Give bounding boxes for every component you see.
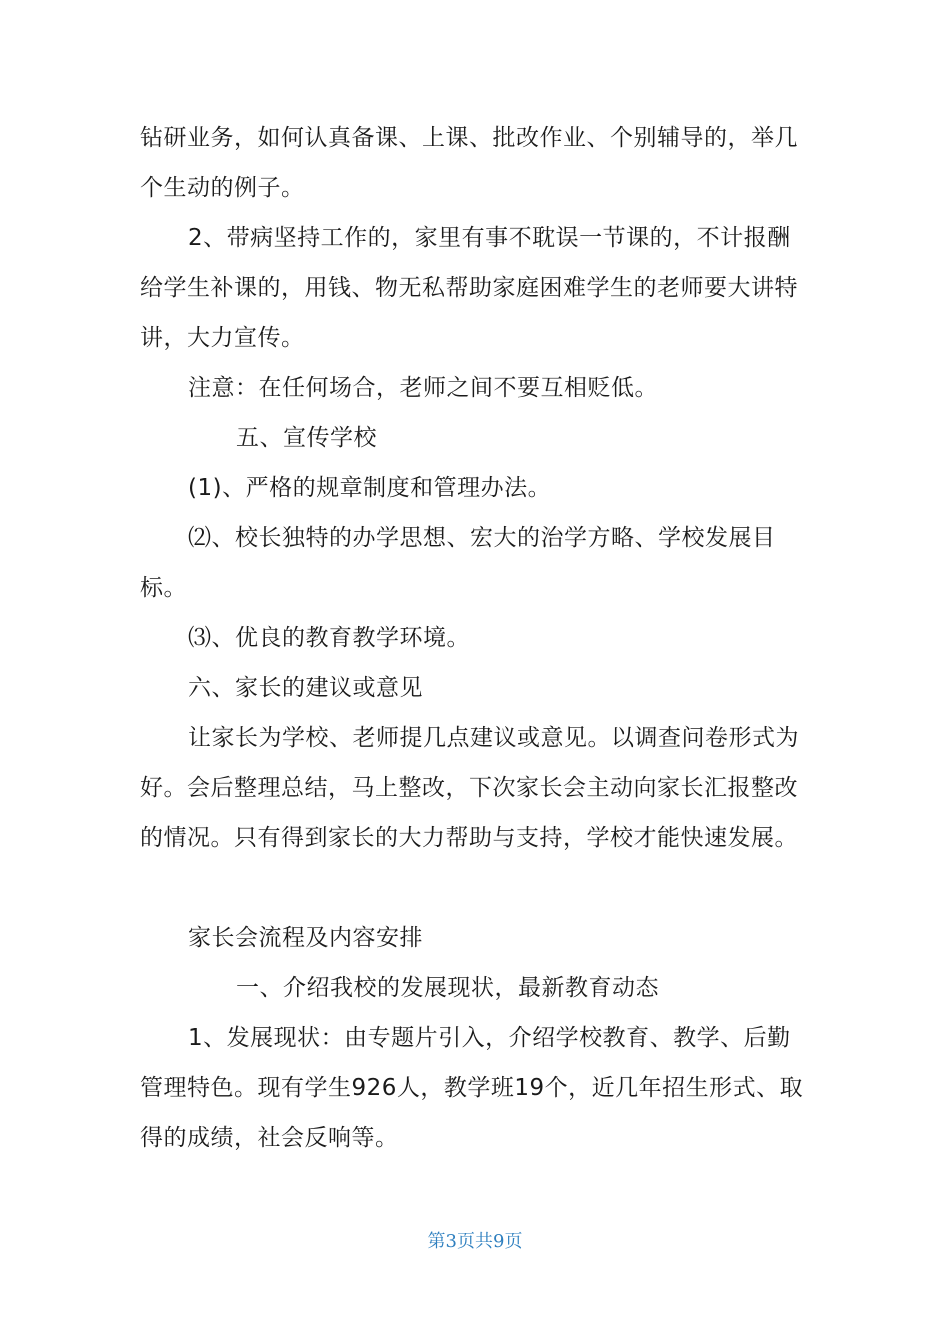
body-text-line: 1、发展现状：由专题片引入，介绍学校教育、教学、后勤 — [188, 1025, 791, 1051]
body-text-line: 标。 — [140, 575, 187, 601]
body-text-line: 让家长为学校、老师提几点建议或意见。以调查问卷形式为 — [188, 725, 799, 751]
body-text-line: 好。会后整理总结，马上整改，下次家长会主动向家长汇报整改 — [140, 775, 798, 801]
body-text-line: 2、带病坚持工作的，家里有事不耽误一节课的，不计报酬 — [188, 225, 791, 251]
body-text-line: 的情况。只有得到家长的大力帮助与支持，学校才能快速发展。 — [140, 825, 798, 851]
section-heading: 五、宣传学校 — [236, 425, 377, 451]
page-number: 第3页共9页 — [427, 1231, 523, 1252]
body-text-line: 钻研业务，如何认真备课、上课、批改作业、个别辅导的，举几 — [140, 125, 798, 151]
list-item: ⑵、校长独特的办学思想、宏大的治学方略、学校发展目 — [188, 525, 776, 551]
body-text-line: 管理特色。现有学生926人，教学班19个，近几年招生形式、取 — [140, 1075, 804, 1101]
body-text-line: 给学生补课的，用钱、物无私帮助家庭困难学生的老师要大讲特 — [140, 275, 798, 301]
list-item: ⑶、优良的教育教学环境。 — [188, 625, 470, 651]
document-title: 家长会流程及内容安排 — [188, 925, 423, 951]
note-line: 注意：在任何场合，老师之间不要互相贬低。 — [188, 375, 658, 401]
body-text-line: 得的成绩，社会反响等。 — [140, 1125, 399, 1151]
section-heading: 一、介绍我校的发展现状，最新教育动态 — [236, 975, 659, 1001]
body-text-line: 讲，大力宣传。 — [140, 325, 305, 351]
body-text-line: 个生动的例子。 — [140, 175, 305, 201]
list-item: (1)、严格的规章制度和管理办法。 — [188, 475, 552, 501]
section-heading: 六、家长的建议或意见 — [188, 675, 423, 701]
